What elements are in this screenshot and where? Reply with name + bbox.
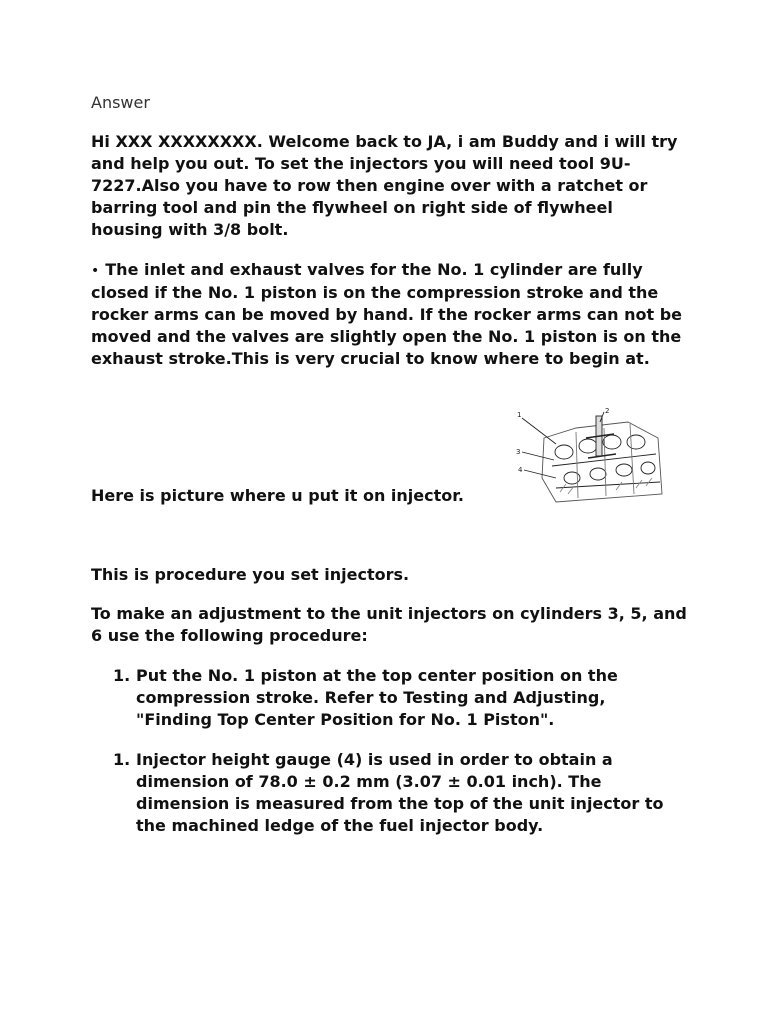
bullet-text: The inlet and exhaust valves for the No. 1 cylinder are fully closed if the No. 1 piston is on the compression stroke and the rocker arms can be moved by hand. If the rocker arms can not be moved and the valves are slightly open the No. 1 piston is on the exhaust stroke.This is very crucial to know where to begin at. bbox=[91, 260, 682, 368]
picture-caption: Here is picture where u put it on injector. bbox=[91, 486, 464, 505]
answer-heading: Answer bbox=[91, 93, 150, 112]
list-item-text: Put the No. 1 piston at the top center position on the compression stroke. Refer to Testing and Adjusting, "Finding Top Center Position for No. 1 Piston". bbox=[136, 666, 618, 729]
intro-paragraph: Hi XXX XXXXXXXX. Welcome back to JA, i am Buddy and i will try and help you out. To set the injectors you will need tool 9U-7227.Also you have to row then engine over with a ratchet or barring tool and pin the flywheel on right side of flywheel housing with 3/8 bolt. bbox=[91, 132, 678, 239]
diagram-callout-4: 4 bbox=[518, 466, 523, 474]
adjustment-intro: To make an adjustment to the unit injectors on cylinders 3, 5, and 6 use the following procedure: bbox=[91, 604, 687, 645]
bullet-icon: • bbox=[91, 263, 100, 279]
list-item-text: Injector height gauge (4) is used in order to obtain a dimension of 78.0 ± 0.2 mm (3.07 ± 0.01 inch). The dimension is measured from the top of the unit injector to the machined ledge of the fuel injector body. bbox=[136, 750, 664, 835]
diagram-callout-2: 2 bbox=[605, 408, 610, 415]
diagram-callout-3: 3 bbox=[516, 448, 521, 456]
diagram-callout-1: 1 bbox=[517, 411, 522, 419]
bullet-item bbox=[91, 259, 687, 370]
list-item-number: 1. bbox=[113, 750, 131, 769]
list-item-number: 1. bbox=[113, 666, 131, 685]
procedure-intro: This is procedure you set injectors. bbox=[91, 565, 410, 584]
engine-injector-diagram bbox=[516, 408, 666, 504]
